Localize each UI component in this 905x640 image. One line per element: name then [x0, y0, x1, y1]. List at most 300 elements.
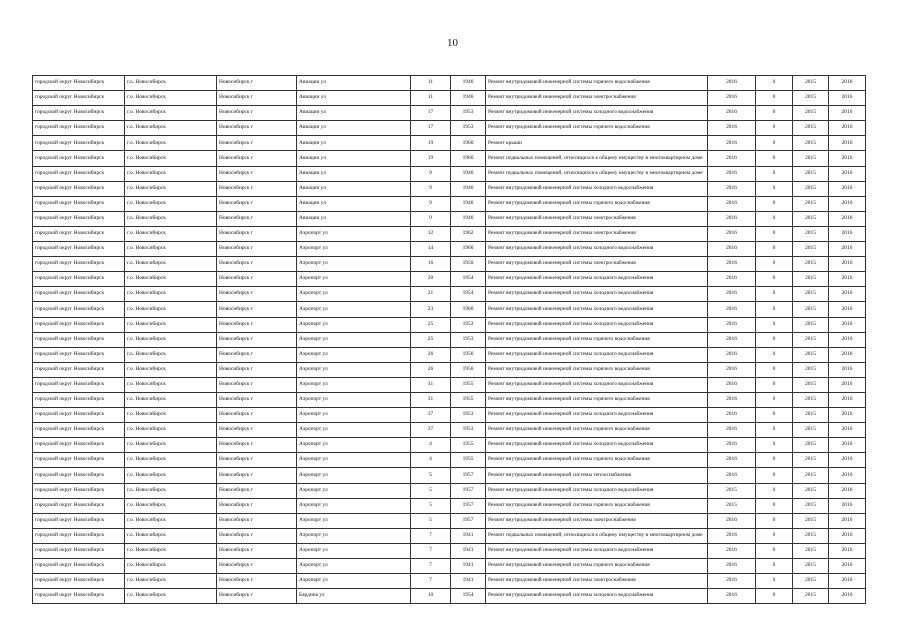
table-row: [33, 498, 866, 513]
table-cell-build-year: 1962: [451, 226, 486, 241]
table-cell-year2: 2016: [829, 151, 866, 166]
table-cell-city: г.о. Новосибирск: [125, 528, 217, 543]
table-cell-house: 9: [411, 211, 451, 226]
table-cell-work-type: Ремонт внутридомовой инженерной системы холодного водоснабжения: [486, 377, 708, 392]
table-cell-city: г.о. Новосибирск: [125, 377, 217, 392]
table-cell-build-year: 1957: [451, 498, 486, 513]
table-cell-municipality: городской округ Новосибирск: [33, 483, 125, 498]
table-cell-work-type: Ремонт подвальных помещений, относящихся к общему имуществу в многоквартирном доме: [486, 166, 708, 181]
table-cell-street: Авиации ул: [297, 211, 411, 226]
table-cell-col9: 0: [756, 408, 793, 423]
table-cell-city: г.о. Новосибирск: [125, 543, 217, 558]
table-cell-locality: Новосибирск г: [217, 121, 297, 136]
table-cell-municipality: городской округ Новосибирск: [33, 317, 125, 332]
table-cell-city: г.о. Новосибирск: [125, 257, 217, 272]
table-cell-period-start: 2016: [708, 589, 756, 604]
table-cell-col9: 0: [756, 483, 793, 498]
table-cell-municipality: городской округ Новосибирск: [33, 423, 125, 438]
table-cell-work-type: Ремонт внутридомовой инженерной системы холодного водоснабжения: [486, 408, 708, 423]
table-row: [33, 181, 866, 196]
table-cell-build-year: 1953: [451, 317, 486, 332]
table-cell-work-type: Ремонт внутридомовой инженерной системы горячего водоснабжения: [486, 423, 708, 438]
table-cell-street: Авиации ул: [297, 136, 411, 151]
table-cell-house: 26: [411, 362, 451, 377]
table-cell-street: Аэропорт ул: [297, 559, 411, 574]
table-cell-period-start: 2016: [708, 242, 756, 257]
table-cell-build-year: 1953: [451, 106, 486, 121]
table-row: [33, 543, 866, 558]
table-cell-city: г.о. Новосибирск: [125, 483, 217, 498]
table-cell-locality: Новосибирск г: [217, 302, 297, 317]
table-cell-street: Аэропорт ул: [297, 302, 411, 317]
table-cell-work-type: Ремонт внутридомовой инженерной системы горячего водоснабжения: [486, 76, 708, 91]
table-cell-build-year: 1955: [451, 438, 486, 453]
table-cell-year1: 2015: [793, 589, 829, 604]
table-cell-build-year: 1955: [451, 392, 486, 407]
table-cell-col9: 0: [756, 91, 793, 106]
table-cell-build-year: 1953: [451, 423, 486, 438]
table-cell-locality: Новосибирск г: [217, 438, 297, 453]
table-cell-build-year: 1941: [451, 559, 486, 574]
table-cell-year1: 2015: [793, 136, 829, 151]
table-cell-year2: 2016: [829, 574, 866, 589]
table-cell-build-year: 1956: [451, 347, 486, 362]
table-cell-year2: 2016: [829, 211, 866, 226]
table-cell-work-type: Ремонт внутридомовой инженерной системы холодного водоснабжения: [486, 181, 708, 196]
table-body: [33, 76, 866, 604]
table-cell-work-type: Ремонт внутридомовой инженерной системы холодного водоснабжения: [486, 438, 708, 453]
table-cell-build-year: 1954: [451, 272, 486, 287]
table-cell-year2: 2016: [829, 332, 866, 347]
table-cell-city: г.о. Новосибирск: [125, 196, 217, 211]
table-cell-locality: Новосибирск г: [217, 559, 297, 574]
table-row: [33, 589, 866, 604]
table-cell-work-type: Ремонт внутридомовой инженерной системы холодного водоснабжения: [486, 106, 708, 121]
table-cell-year2: 2016: [829, 196, 866, 211]
table-cell-year2: 2016: [829, 166, 866, 181]
table-cell-year1: 2015: [793, 483, 829, 498]
table-cell-municipality: городской округ Новосибирск: [33, 121, 125, 136]
table-cell-house: 25: [411, 317, 451, 332]
table-row: [33, 257, 866, 272]
table-cell-municipality: городской округ Новосибирск: [33, 151, 125, 166]
table-row: [33, 453, 866, 468]
table-cell-col9: 0: [756, 362, 793, 377]
table-cell-work-type: Ремонт крыши: [486, 136, 708, 151]
table-cell-col9: 0: [756, 317, 793, 332]
table-cell-locality: Новосибирск г: [217, 483, 297, 498]
table-cell-street: Бардина ул: [297, 589, 411, 604]
table-cell-locality: Новосибирск г: [217, 272, 297, 287]
table-cell-locality: Новосибирск г: [217, 468, 297, 483]
table-cell-municipality: городской округ Новосибирск: [33, 242, 125, 257]
table-cell-period-start: 2016: [708, 76, 756, 91]
table-cell-year1: 2015: [793, 453, 829, 468]
table-cell-col9: 0: [756, 423, 793, 438]
table-cell-municipality: городской округ Новосибирск: [33, 438, 125, 453]
table-cell-locality: Новосибирск г: [217, 151, 297, 166]
page-number: 10: [447, 37, 458, 49]
table-cell-city: г.о. Новосибирск: [125, 559, 217, 574]
table-cell-house: 9: [411, 166, 451, 181]
table-cell-work-type: Ремонт подвальных помещений, относящихся к общему имуществу в многоквартирном доме: [486, 528, 708, 543]
table-row: [33, 91, 866, 106]
table-row: [33, 302, 866, 317]
table-cell-period-start: 2016: [708, 392, 756, 407]
table-cell-city: г.о. Новосибирск: [125, 302, 217, 317]
table-cell-col9: 0: [756, 287, 793, 302]
table-cell-work-type: Ремонт внутридомовой инженерной системы горячего водоснабжения: [486, 362, 708, 377]
table-cell-year2: 2016: [829, 347, 866, 362]
table-cell-municipality: городской округ Новосибирск: [33, 211, 125, 226]
table-cell-col9: 0: [756, 377, 793, 392]
table-cell-year2: 2016: [829, 543, 866, 558]
table-cell-municipality: городской округ Новосибирск: [33, 498, 125, 513]
table-cell-locality: Новосибирск г: [217, 136, 297, 151]
table-cell-build-year: 1946: [451, 211, 486, 226]
table-cell-period-start: 2016: [708, 377, 756, 392]
table-cell-city: г.о. Новосибирск: [125, 121, 217, 136]
table-cell-locality: Новосибирск г: [217, 211, 297, 226]
table-cell-city: г.о. Новосибирск: [125, 181, 217, 196]
table-cell-year1: 2015: [793, 574, 829, 589]
table-cell-col9: 0: [756, 589, 793, 604]
table-cell-city: г.о. Новосибирск: [125, 392, 217, 407]
table-cell-period-start: 2016: [708, 226, 756, 241]
table-cell-city: г.о. Новосибирск: [125, 332, 217, 347]
table-cell-year1: 2015: [793, 498, 829, 513]
table-cell-work-type: Ремонт внутридомовой инженерной системы холодного водоснабжения: [486, 347, 708, 362]
table-cell-col9: 0: [756, 438, 793, 453]
table-cell-build-year: 1960: [451, 242, 486, 257]
table-cell-street: Аэропорт ул: [297, 242, 411, 257]
table-cell-year2: 2016: [829, 498, 866, 513]
table-cell-municipality: городской округ Новосибирск: [33, 408, 125, 423]
table-cell-city: г.о. Новосибирск: [125, 347, 217, 362]
table-cell-period-start: 2016: [708, 136, 756, 151]
table-row: [33, 528, 866, 543]
table-cell-period-start: 2016: [708, 181, 756, 196]
table-cell-year2: 2016: [829, 408, 866, 423]
table-cell-year2: 2016: [829, 513, 866, 528]
table-cell-year1: 2015: [793, 257, 829, 272]
table-cell-period-start: 2016: [708, 211, 756, 226]
table-cell-city: г.о. Новосибирск: [125, 498, 217, 513]
table-cell-house: 9: [411, 181, 451, 196]
table-cell-municipality: городской округ Новосибирск: [33, 362, 125, 377]
table-cell-municipality: городской округ Новосибирск: [33, 91, 125, 106]
table-cell-col9: 0: [756, 453, 793, 468]
table-row: [33, 287, 866, 302]
table-cell-work-type: Ремонт внутридомовой инженерной системы электроснабжения: [486, 257, 708, 272]
table-cell-locality: Новосибирск г: [217, 528, 297, 543]
table-cell-locality: Новосибирск г: [217, 181, 297, 196]
table-cell-year1: 2015: [793, 166, 829, 181]
table-cell-period-start: 2016: [708, 362, 756, 377]
table-cell-city: г.о. Новосибирск: [125, 166, 217, 181]
table-cell-year2: 2016: [829, 453, 866, 468]
table-cell-municipality: городской округ Новосибирск: [33, 528, 125, 543]
table-cell-city: г.о. Новосибирск: [125, 151, 217, 166]
table-cell-city: г.о. Новосибирск: [125, 362, 217, 377]
table-cell-locality: Новосибирск г: [217, 242, 297, 257]
table-cell-year1: 2015: [793, 151, 829, 166]
table-cell-work-type: Ремонт внутридомовой инженерной системы холодного водоснабжения: [486, 589, 708, 604]
table-cell-street: Авиации ул: [297, 181, 411, 196]
table-row: [33, 272, 866, 287]
table-cell-build-year: 1960: [451, 136, 486, 151]
table-cell-municipality: городской округ Новосибирск: [33, 257, 125, 272]
table-cell-year1: 2015: [793, 317, 829, 332]
table-cell-house: 23: [411, 302, 451, 317]
table-row: [33, 242, 866, 257]
table-cell-municipality: городской округ Новосибирск: [33, 181, 125, 196]
table-cell-locality: Новосибирск г: [217, 287, 297, 302]
table-cell-house: 19: [411, 151, 451, 166]
table-cell-locality: Новосибирск г: [217, 106, 297, 121]
table-cell-municipality: городской округ Новосибирск: [33, 392, 125, 407]
table-cell-municipality: городской округ Новосибирск: [33, 76, 125, 91]
table-cell-locality: Новосибирск г: [217, 257, 297, 272]
table-cell-locality: Новосибирск г: [217, 226, 297, 241]
table-cell-col9: 0: [756, 513, 793, 528]
table-cell-col9: 0: [756, 76, 793, 91]
table-cell-street: Авиации ул: [297, 121, 411, 136]
table-cell-year2: 2016: [829, 589, 866, 604]
table-cell-municipality: городской округ Новосибирск: [33, 272, 125, 287]
table-cell-year1: 2015: [793, 528, 829, 543]
table-cell-street: Аэропорт ул: [297, 317, 411, 332]
table-cell-period-start: 2016: [708, 121, 756, 136]
table-cell-street: Авиации ул: [297, 106, 411, 121]
table-cell-year2: 2016: [829, 242, 866, 257]
table-cell-municipality: городской округ Новосибирск: [33, 347, 125, 362]
table-cell-year2: 2016: [829, 302, 866, 317]
table-cell-period-start: 2016: [708, 423, 756, 438]
table-cell-municipality: городской округ Новосибирск: [33, 226, 125, 241]
table-cell-year2: 2016: [829, 559, 866, 574]
table-cell-locality: Новосибирск г: [217, 362, 297, 377]
table-cell-street: Аэропорт ул: [297, 498, 411, 513]
table-cell-col9: 0: [756, 543, 793, 558]
table-row: [33, 408, 866, 423]
table-cell-year1: 2015: [793, 392, 829, 407]
table-cell-locality: Новосибирск г: [217, 423, 297, 438]
table-cell-locality: Новосибирск г: [217, 347, 297, 362]
table-cell-street: Аэропорт ул: [297, 438, 411, 453]
table-row: [33, 574, 866, 589]
table-cell-work-type: Ремонт внутридомовой инженерной системы горячего водоснабжения: [486, 392, 708, 407]
table-cell-street: Аэропорт ул: [297, 574, 411, 589]
table-cell-street: Аэропорт ул: [297, 528, 411, 543]
table-cell-period-start: 2016: [708, 151, 756, 166]
table-cell-house: 7: [411, 574, 451, 589]
table-cell-city: г.о. Новосибирск: [125, 242, 217, 257]
table-cell-house: 14: [411, 242, 451, 257]
table-cell-city: г.о. Новосибирск: [125, 211, 217, 226]
table-cell-period-start: 2016: [708, 332, 756, 347]
table-cell-build-year: 1953: [451, 121, 486, 136]
table-row: [33, 423, 866, 438]
table-cell-col9: 0: [756, 272, 793, 287]
table-cell-build-year: 1946: [451, 196, 486, 211]
table-cell-house: 16: [411, 257, 451, 272]
table-cell-city: г.о. Новосибирск: [125, 513, 217, 528]
table-cell-year1: 2015: [793, 543, 829, 558]
table-cell-street: Аэропорт ул: [297, 226, 411, 241]
table-cell-build-year: 1941: [451, 528, 486, 543]
table-cell-street: Аэропорт ул: [297, 468, 411, 483]
table-cell-work-type: Ремонт внутридомовой инженерной системы холодного водоснабжения: [486, 272, 708, 287]
table-cell-year1: 2015: [793, 91, 829, 106]
table-cell-municipality: городской округ Новосибирск: [33, 287, 125, 302]
table-cell-year1: 2015: [793, 362, 829, 377]
table-cell-period-start: 2015: [708, 498, 756, 513]
table-cell-city: г.о. Новосибирск: [125, 287, 217, 302]
table-cell-street: Авиации ул: [297, 196, 411, 211]
table-cell-col9: 0: [756, 166, 793, 181]
table-cell-work-type: Ремонт внутридомовой инженерной системы электроснабжения: [486, 226, 708, 241]
table-cell-street: Аэропорт ул: [297, 543, 411, 558]
table-cell-col9: 0: [756, 196, 793, 211]
table-cell-year1: 2015: [793, 76, 829, 91]
table-cell-street: Авиации ул: [297, 166, 411, 181]
table-cell-house: 10: [411, 589, 451, 604]
table-cell-locality: Новосибирск г: [217, 589, 297, 604]
table-cell-work-type: Ремонт внутридомовой инженерной системы горячего водоснабжения: [486, 559, 708, 574]
table-cell-col9: 0: [756, 106, 793, 121]
table-cell-year1: 2015: [793, 181, 829, 196]
table-cell-year1: 2015: [793, 408, 829, 423]
table-cell-house: 17: [411, 106, 451, 121]
table-cell-house: 21: [411, 287, 451, 302]
table-cell-house: 5: [411, 468, 451, 483]
table-cell-year1: 2015: [793, 423, 829, 438]
table-cell-municipality: городской округ Новосибирск: [33, 106, 125, 121]
table-cell-work-type: Ремонт внутридомовой инженерной системы электроснабжения: [486, 91, 708, 106]
table-row: [33, 121, 866, 136]
table-cell-year1: 2015: [793, 438, 829, 453]
table-cell-year2: 2016: [829, 377, 866, 392]
table-cell-year2: 2016: [829, 468, 866, 483]
table-cell-work-type: Ремонт подвальных помещений, относящихся к общему имуществу в многоквартирном доме: [486, 151, 708, 166]
table-cell-col9: 0: [756, 151, 793, 166]
table-row: [33, 392, 866, 407]
table-row: [33, 106, 866, 121]
table-cell-period-start: 2016: [708, 468, 756, 483]
table-cell-build-year: 1956: [451, 362, 486, 377]
table-cell-period-start: 2016: [708, 287, 756, 302]
table-cell-city: г.о. Новосибирск: [125, 76, 217, 91]
table-row: [33, 483, 866, 498]
table-cell-municipality: городской округ Новосибирск: [33, 166, 125, 181]
table-cell-house: 5: [411, 483, 451, 498]
table-cell-work-type: Ремонт внутридомовой инженерной системы горячего водоснабжения: [486, 332, 708, 347]
table-row: [33, 362, 866, 377]
table-cell-work-type: Ремонт внутридомовой инженерной системы теплоснабжения: [486, 468, 708, 483]
table-cell-work-type: Ремонт внутридомовой инженерной системы холодного водоснабжения: [486, 287, 708, 302]
table-cell-house: 11: [411, 76, 451, 91]
table-cell-build-year: 1953: [451, 332, 486, 347]
table-cell-col9: 0: [756, 136, 793, 151]
table-cell-year2: 2016: [829, 392, 866, 407]
table-cell-street: Аэропорт ул: [297, 483, 411, 498]
table-row: [33, 559, 866, 574]
table-cell-year1: 2015: [793, 106, 829, 121]
table-cell-street: Аэропорт ул: [297, 453, 411, 468]
table-cell-locality: Новосибирск г: [217, 498, 297, 513]
table-cell-year1: 2015: [793, 211, 829, 226]
table-cell-year2: 2016: [829, 181, 866, 196]
table-cell-house: 4: [411, 438, 451, 453]
table-cell-municipality: городской округ Новосибирск: [33, 196, 125, 211]
table-cell-municipality: городской округ Новосибирск: [33, 377, 125, 392]
table-cell-house: 17: [411, 121, 451, 136]
table-cell-work-type: Ремонт внутридомовой инженерной системы электроснабжения: [486, 574, 708, 589]
table-cell-house: 25: [411, 332, 451, 347]
table-cell-year2: 2016: [829, 106, 866, 121]
table-cell-year2: 2016: [829, 272, 866, 287]
table-cell-municipality: городской округ Новосибирск: [33, 453, 125, 468]
table-cell-house: 37: [411, 423, 451, 438]
table-cell-year1: 2015: [793, 226, 829, 241]
table-row: [33, 347, 866, 362]
table-row: [33, 166, 866, 181]
table-cell-locality: Новосибирск г: [217, 408, 297, 423]
table-cell-period-start: 2016: [708, 559, 756, 574]
table-cell-city: г.о. Новосибирск: [125, 317, 217, 332]
table-cell-period-start: 2016: [708, 196, 756, 211]
table-cell-locality: Новосибирск г: [217, 392, 297, 407]
table-cell-period-start: 2016: [708, 513, 756, 528]
table-cell-work-type: Ремонт внутридомовой инженерной системы горячего водоснабжения: [486, 196, 708, 211]
table-cell-street: Аэропорт ул: [297, 347, 411, 362]
table-cell-col9: 0: [756, 392, 793, 407]
table-cell-locality: Новосибирск г: [217, 76, 297, 91]
table-cell-city: г.о. Новосибирск: [125, 408, 217, 423]
table-cell-locality: Новосибирск г: [217, 332, 297, 347]
table-cell-year2: 2016: [829, 226, 866, 241]
table-cell-build-year: 1957: [451, 483, 486, 498]
table-cell-municipality: городской округ Новосибирск: [33, 589, 125, 604]
table-cell-city: г.о. Новосибирск: [125, 423, 217, 438]
table-cell-municipality: городской округ Новосибирск: [33, 543, 125, 558]
table-cell-period-start: 2016: [708, 528, 756, 543]
table-cell-municipality: городской округ Новосибирск: [33, 332, 125, 347]
table-row: [33, 151, 866, 166]
table-cell-year1: 2015: [793, 377, 829, 392]
table-row: [33, 196, 866, 211]
table-cell-city: г.о. Новосибирск: [125, 136, 217, 151]
table-cell-period-start: 2016: [708, 166, 756, 181]
table-cell-year1: 2015: [793, 302, 829, 317]
table-cell-city: г.о. Новосибирск: [125, 453, 217, 468]
table-cell-street: Авиации ул: [297, 76, 411, 91]
table-cell-work-type: Ремонт внутридомовой инженерной системы электроснабжения: [486, 211, 708, 226]
table-cell-house: 5: [411, 513, 451, 528]
table-cell-year1: 2015: [793, 513, 829, 528]
table-cell-period-start: 2016: [708, 317, 756, 332]
table-cell-street: Аэропорт ул: [297, 423, 411, 438]
table-cell-work-type: Ремонт внутридомовой инженерной системы холодного водоснабжения: [486, 302, 708, 317]
table-cell-house: 5: [411, 498, 451, 513]
table-cell-col9: 0: [756, 242, 793, 257]
table-cell-house: 4: [411, 453, 451, 468]
table-cell-build-year: 1957: [451, 468, 486, 483]
table-cell-house: 7: [411, 543, 451, 558]
table-cell-locality: Новосибирск г: [217, 453, 297, 468]
table-cell-build-year: 1954: [451, 589, 486, 604]
